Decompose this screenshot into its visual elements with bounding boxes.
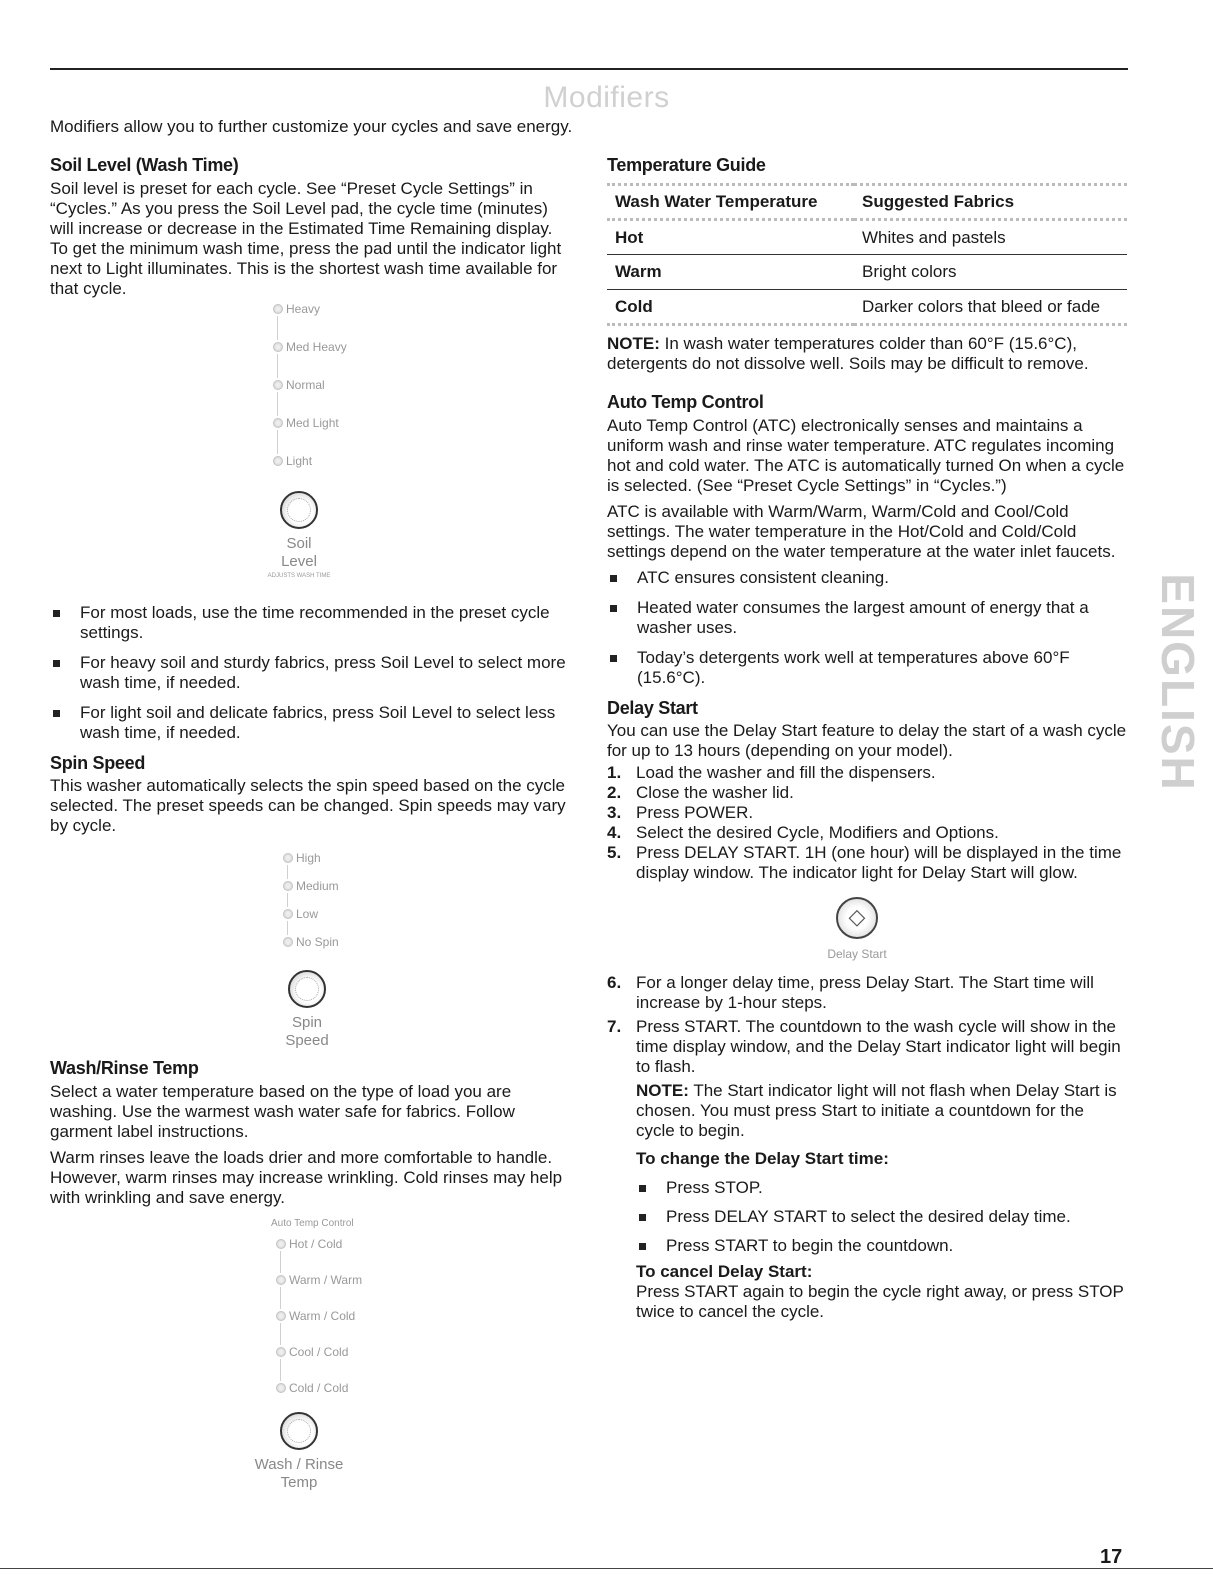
column-header: Suggested Fabrics bbox=[854, 184, 1127, 219]
auto-temp-control-section bbox=[607, 392, 1127, 688]
spin-speed-knob-icon bbox=[288, 970, 326, 1008]
auto-temp-control-body-1: Auto Temp Control (ATC) electronically senses and maintains a uniform wash and rinse water temperature. ATC regulates incoming hot and cold water. The ATC is automatically turned On when a cycle is selected. (See “Preset Cycle Settings” in “Cycles.”) bbox=[607, 415, 1125, 495]
delay-start-steps bbox=[607, 763, 1127, 883]
soil-option: Light bbox=[273, 455, 347, 493]
wash-rinse-knob-label: Wash / Rinse Temp bbox=[254, 1455, 344, 1491]
list-item: 3. Press POWER. bbox=[607, 803, 754, 823]
cancel-delay-heading: To cancel Delay Start: bbox=[636, 1261, 813, 1281]
delay-start-subsection bbox=[607, 1081, 1127, 1322]
delay-start-button-illustration bbox=[607, 897, 1127, 969]
wash-rinse-dial bbox=[50, 1208, 570, 1498]
temp-option: Cool / Cold bbox=[276, 1346, 362, 1382]
bottom-rule bbox=[0, 1568, 1213, 1569]
spin-speed-dial bbox=[50, 836, 570, 1054]
indicator-light-icon bbox=[276, 1347, 286, 1357]
indicator-light-icon bbox=[276, 1275, 286, 1285]
left-column bbox=[50, 155, 570, 1498]
soil-option: Med Light bbox=[273, 417, 347, 455]
change-delay-heading: To change the Delay Start time: bbox=[636, 1149, 889, 1169]
list-item: Press STOP. bbox=[636, 1178, 1127, 1198]
list-item: Heated water consumes the largest amount of energy that a washer uses. bbox=[607, 598, 1127, 638]
indicator-light-icon bbox=[273, 456, 283, 466]
spin-speed-knob-label: Spin Speed bbox=[285, 1014, 329, 1050]
soil-level-section bbox=[50, 155, 570, 743]
spin-option: No Spin bbox=[283, 936, 339, 964]
delay-start-steps-continued bbox=[607, 973, 1127, 1077]
auto-temp-control-heading: Auto Temp Control bbox=[607, 392, 764, 413]
auto-temp-control-bullets bbox=[607, 568, 1127, 688]
indicator-light-icon bbox=[283, 937, 293, 947]
table-cell: Darker colors that bleed or fade bbox=[854, 289, 1127, 324]
list-item: Press DELAY START to select the desired delay time. bbox=[636, 1207, 1127, 1227]
table-row bbox=[607, 255, 1127, 289]
soil-level-knob-label: Soil Level bbox=[281, 534, 317, 570]
delay-start-body: You can use the Delay Start feature to delay the start of a wash cycle for up to 13 hours (depending on your model). bbox=[607, 721, 1127, 761]
column-header: Wash Water Temperature bbox=[607, 184, 854, 219]
table-cell: Hot bbox=[607, 219, 854, 254]
wash-rinse-body-2: Warm rinses leave the loads drier and more comfortable to handle. However, warm rinses may increase wrinkling. Cold rinses may help with wrinkling and save energy. bbox=[50, 1147, 563, 1207]
wash-rinse-section bbox=[50, 1058, 570, 1498]
list-item: For most loads, use the time recommended in the preset cycle settings. bbox=[50, 603, 570, 643]
soil-level-knob-sublabel: ADJUSTS WASH TIME bbox=[267, 572, 331, 579]
delay-start-icon-label: Delay Start bbox=[827, 947, 887, 962]
indicator-light-icon bbox=[283, 881, 293, 891]
auto-temp-control-body-2: ATC is available with Warm/Warm, Warm/Cold and Cool/Cold settings. The water temperature in the Hot/Cold and Cold/Cold settings depend on the water temperature at the water inlet faucets. bbox=[607, 501, 1116, 561]
wash-rinse-heading: Wash/Rinse Temp bbox=[50, 1058, 199, 1079]
intro-text: Modifiers allow you to further customize your cycles and save energy. bbox=[50, 117, 573, 136]
list-item: ATC ensures consistent cleaning. bbox=[607, 568, 1127, 588]
list-item: 2. Close the washer lid. bbox=[607, 783, 794, 803]
indicator-light-icon bbox=[273, 380, 283, 390]
temp-option: Warm / Warm bbox=[276, 1274, 362, 1310]
spin-speed-heading: Spin Speed bbox=[50, 752, 146, 773]
table-cell: Bright colors bbox=[854, 255, 1127, 289]
spin-option: Low bbox=[283, 908, 339, 936]
list-item: 4. Select the desired Cycle, Modifiers and Options. bbox=[607, 823, 999, 843]
change-delay-bullets bbox=[636, 1178, 1127, 1256]
soil-option: Normal bbox=[273, 379, 347, 417]
soil-option: Heavy bbox=[273, 303, 347, 341]
wash-rinse-options bbox=[276, 1238, 362, 1418]
page-title: Modifiers bbox=[543, 81, 670, 114]
temp-option: Hot / Cold bbox=[276, 1238, 362, 1274]
soil-level-knob-icon bbox=[280, 491, 318, 529]
delay-start-knob-icon bbox=[836, 897, 878, 939]
list-item: 7. Press START. The countdown to the wash cycle will show in the time display window, and the Delay Start indicator light will begin to flash. bbox=[607, 1017, 1121, 1077]
delay-start-note: NOTE: The Start indicator light will not flash when Delay Start is chosen. You must press Start to initiate a countdown for the cycle to begin. bbox=[636, 1081, 1117, 1141]
soil-option: Med Heavy bbox=[273, 341, 347, 379]
list-item: Today’s detergents work well at temperatures above 60°F (15.6°C). bbox=[607, 648, 1127, 688]
wash-rinse-body-1: Select a water temperature based on the type of load you are washing. Use the warmest wash water safe for fabrics. Follow garment label instructions. bbox=[50, 1081, 515, 1141]
top-rule bbox=[50, 68, 1128, 70]
table-row bbox=[607, 219, 1127, 254]
indicator-light-icon bbox=[276, 1239, 286, 1249]
table-row bbox=[607, 289, 1127, 324]
delay-start-section bbox=[607, 698, 1127, 1322]
spin-speed-options bbox=[283, 852, 339, 964]
table-cell: Cold bbox=[607, 289, 854, 324]
list-item: For heavy soil and sturdy fabrics, press Soil Level to select more wash time, if needed. bbox=[50, 653, 570, 693]
temp-option: Cold / Cold bbox=[276, 1382, 362, 1418]
auto-temp-control-caption: Auto Temp Control bbox=[271, 1217, 354, 1229]
cancel-delay-text: Press START again to begin the cycle right away, or press STOP twice to cancel the cycle. bbox=[636, 1282, 1124, 1322]
indicator-light-icon bbox=[273, 418, 283, 428]
spin-option: Medium bbox=[283, 880, 339, 908]
temperature-note: NOTE: In wash water temperatures colder than 60°F (15.6°C), detergents do not dissolve well. Soils may be difficult to remove. bbox=[607, 334, 1089, 374]
list-item: 1. Load the washer and fill the dispensers. bbox=[607, 763, 936, 783]
language-side-tab: ENGLISH bbox=[1152, 573, 1204, 792]
indicator-light-icon bbox=[273, 304, 283, 314]
indicator-light-icon bbox=[283, 909, 293, 919]
list-item: 6. For a longer delay time, press Delay Start. The Start time will increase by 1-hour steps. bbox=[607, 973, 1094, 1013]
indicator-light-icon bbox=[276, 1383, 286, 1393]
soil-level-body: Soil level is preset for each cycle. See “Preset Cycle Settings” in “Cycles.” As you press the Soil Level pad, the cycle time (minutes) will increase or decrease in the Estimated Time Remaining display. To get the minimum wash time, press the pad until the indicator light next to Light illuminates. This is the shortest wash time available for that cycle. bbox=[50, 178, 562, 298]
list-item: Press START to begin the countdown. bbox=[636, 1236, 1127, 1256]
soil-level-bullets bbox=[50, 603, 570, 743]
list-item: 5. Press DELAY START. 1H (one hour) will be displayed in the time display window. The indicator light for Delay Start will glow. bbox=[607, 843, 1122, 883]
soil-level-heading: Soil Level (Wash Time) bbox=[50, 155, 239, 175]
spin-speed-section bbox=[50, 753, 570, 1055]
temp-option: Warm / Cold bbox=[276, 1310, 362, 1346]
wash-rinse-knob-icon bbox=[280, 1412, 318, 1450]
spin-speed-body: This washer automatically selects the spin speed based on the cycle selected. The preset speeds can be changed. Spin speeds may vary by cycle. bbox=[50, 776, 566, 836]
soil-level-options bbox=[273, 303, 347, 493]
spin-option: High bbox=[283, 852, 339, 880]
page-number: 17 bbox=[1100, 1546, 1123, 1568]
delay-start-heading: Delay Start bbox=[607, 697, 698, 718]
table-cell: Warm bbox=[607, 255, 854, 289]
indicator-light-icon bbox=[276, 1311, 286, 1321]
right-column bbox=[607, 155, 1127, 1322]
temperature-guide-section bbox=[607, 155, 1127, 374]
soil-level-dial bbox=[50, 299, 570, 597]
temperature-guide-heading: Temperature Guide bbox=[607, 155, 766, 175]
table-cell: Whites and pastels bbox=[854, 219, 1127, 254]
temperature-guide-table bbox=[607, 183, 1127, 327]
indicator-light-icon bbox=[283, 853, 293, 863]
list-item: For light soil and delicate fabrics, press Soil Level to select less wash time, if needed. bbox=[50, 703, 570, 743]
indicator-light-icon bbox=[273, 342, 283, 352]
